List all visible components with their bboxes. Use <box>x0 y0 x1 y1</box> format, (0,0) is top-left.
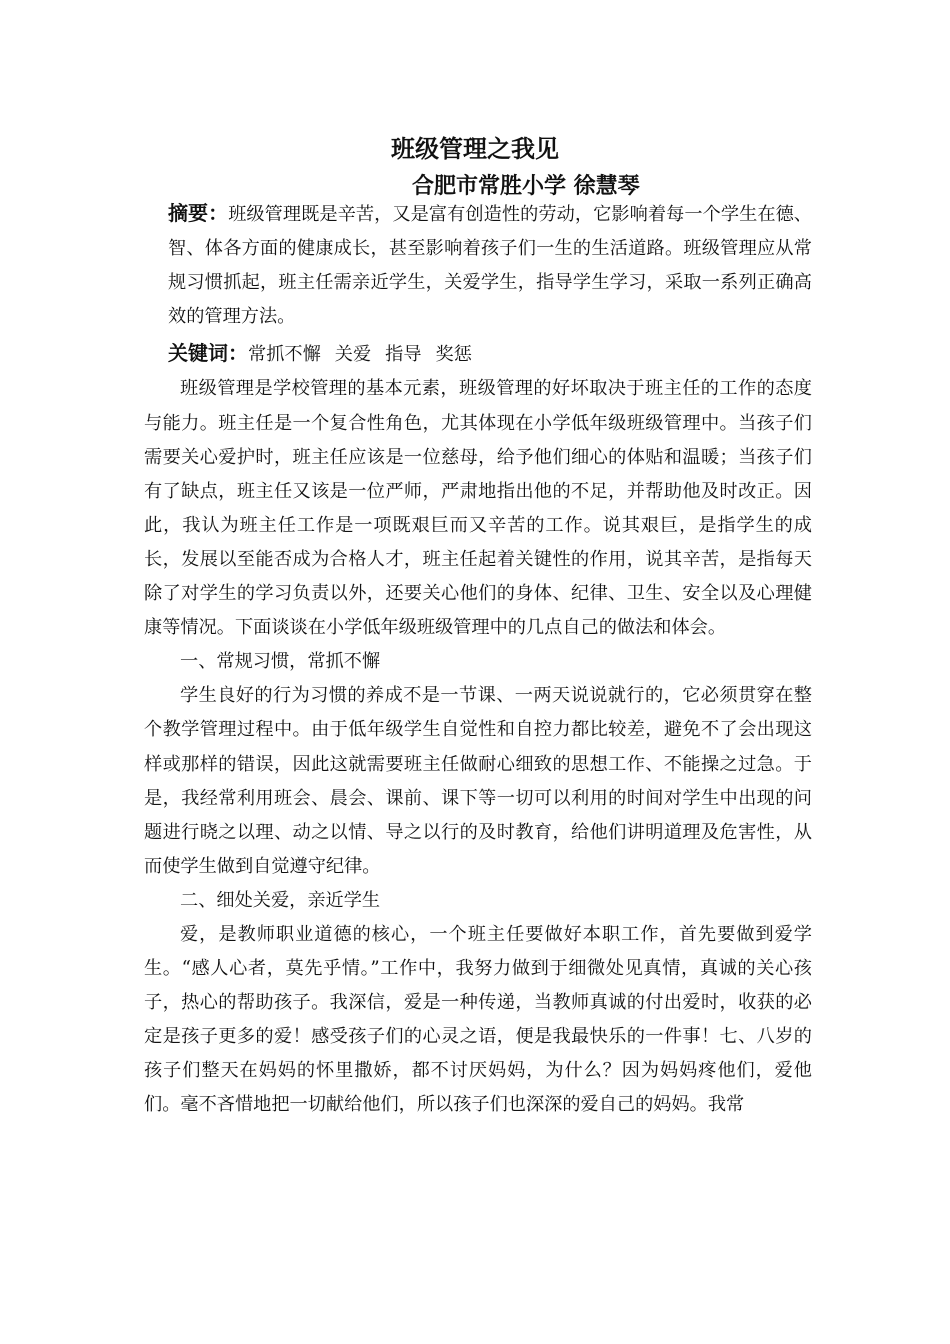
document-title: 班级管理之我见 <box>391 135 559 163</box>
keywords-label: 关键词： <box>168 341 248 366</box>
keywords-line <box>144 336 812 372</box>
keyword: 奖惩 <box>435 344 472 366</box>
keyword: 常抓不懈 <box>248 344 321 366</box>
abstract-paragraph <box>144 196 812 334</box>
body-paragraph: 爱，是教师职业道德的核心，一个班主任要做好本职工作，首先要做到爱学生。“感人心者，莫先乎情。”工作中，我努力做到于细微处见真情，真诚的关心孩子，热心的帮助孩子。我深信，爱是一种传递，当教师真诚的付出爱时，收获的必定是孩子更多的爱！感受孩子们的心灵之语，便是我最快乐的一件事！七、八岁的孩子们整天在妈妈的怀里撒娇，都不讨厌妈妈，为什么？因为妈妈疼他们，爱他们。毫不吝惜地把一切献给他们，所以孩子们也深深的爱自己的妈妈。我常 <box>144 923 812 1116</box>
document-body <box>144 196 812 1123</box>
document-author: 合肥市常胜小学 徐慧琴 <box>412 174 640 199</box>
abstract-text: 班级管理既是辛苦，又是富有创造性的劳动，它影响着每一个学生在德、智、体各方面的健康成长，甚至影响着孩子们一生的生活道路。班级管理应从常规习惯抓起，班主任需亲近学生，关爱学生，指导学生学习，采取一系列正确高效的管理方法。 <box>168 204 812 328</box>
keyword: 关爱 <box>334 344 372 366</box>
body-paragraph: 班级管理是学校管理的基本元素，班级管理的好坏取决于班主任的工作的态度与能力。班主任是一个复合性角色，尤其体现在小学低年级班级管理中。当孩子们需要关心爱护时，班主任应该是一位慈母，给予他们细心的体贴和温暖；当孩子们有了缺点，班主任又该是一位严师，严肃地指出他的不足，并帮助他及时改正。因此，我认为班主任工作是一项既艰巨而又辛苦的工作。说其艰巨，是指学生的成长，发展以至能否成为合格人才，班主任起着关键性的作用，说其辛苦，是指每天除了对学生的学习负责以外，还要关心他们的身体、纪律、卫生、安全以及心理健康等情况。下面谈谈在小学低年级班级管理中的几点自己的做法和体会。 <box>144 378 812 639</box>
section-heading: 二、细处关爱，亲近学生 <box>180 889 381 911</box>
keyword: 指导 <box>385 344 422 366</box>
body-paragraph: 学生良好的行为习惯的养成不是一节课、一两天说说就行的，它必须贯穿在整个教学管理过程中。由于低年级学生自觉性和自控力都比较差，避免不了会出现这样或那样的错误，因此这就需要班主任做耐心细致的思想工作、不能操之过急。于是，我经常利用班会、晨会、课前、课下等一切可以利用的时间对学生中出现的问题进行晓之以理、动之以情、导之以行的及时教育，给他们讲明道理及危害性，从而使学生做到自觉遵守纪律。 <box>144 685 812 877</box>
abstract-label: 摘要： <box>168 201 229 225</box>
section-heading: 一、常规习惯，常抓不懈 <box>180 651 381 673</box>
